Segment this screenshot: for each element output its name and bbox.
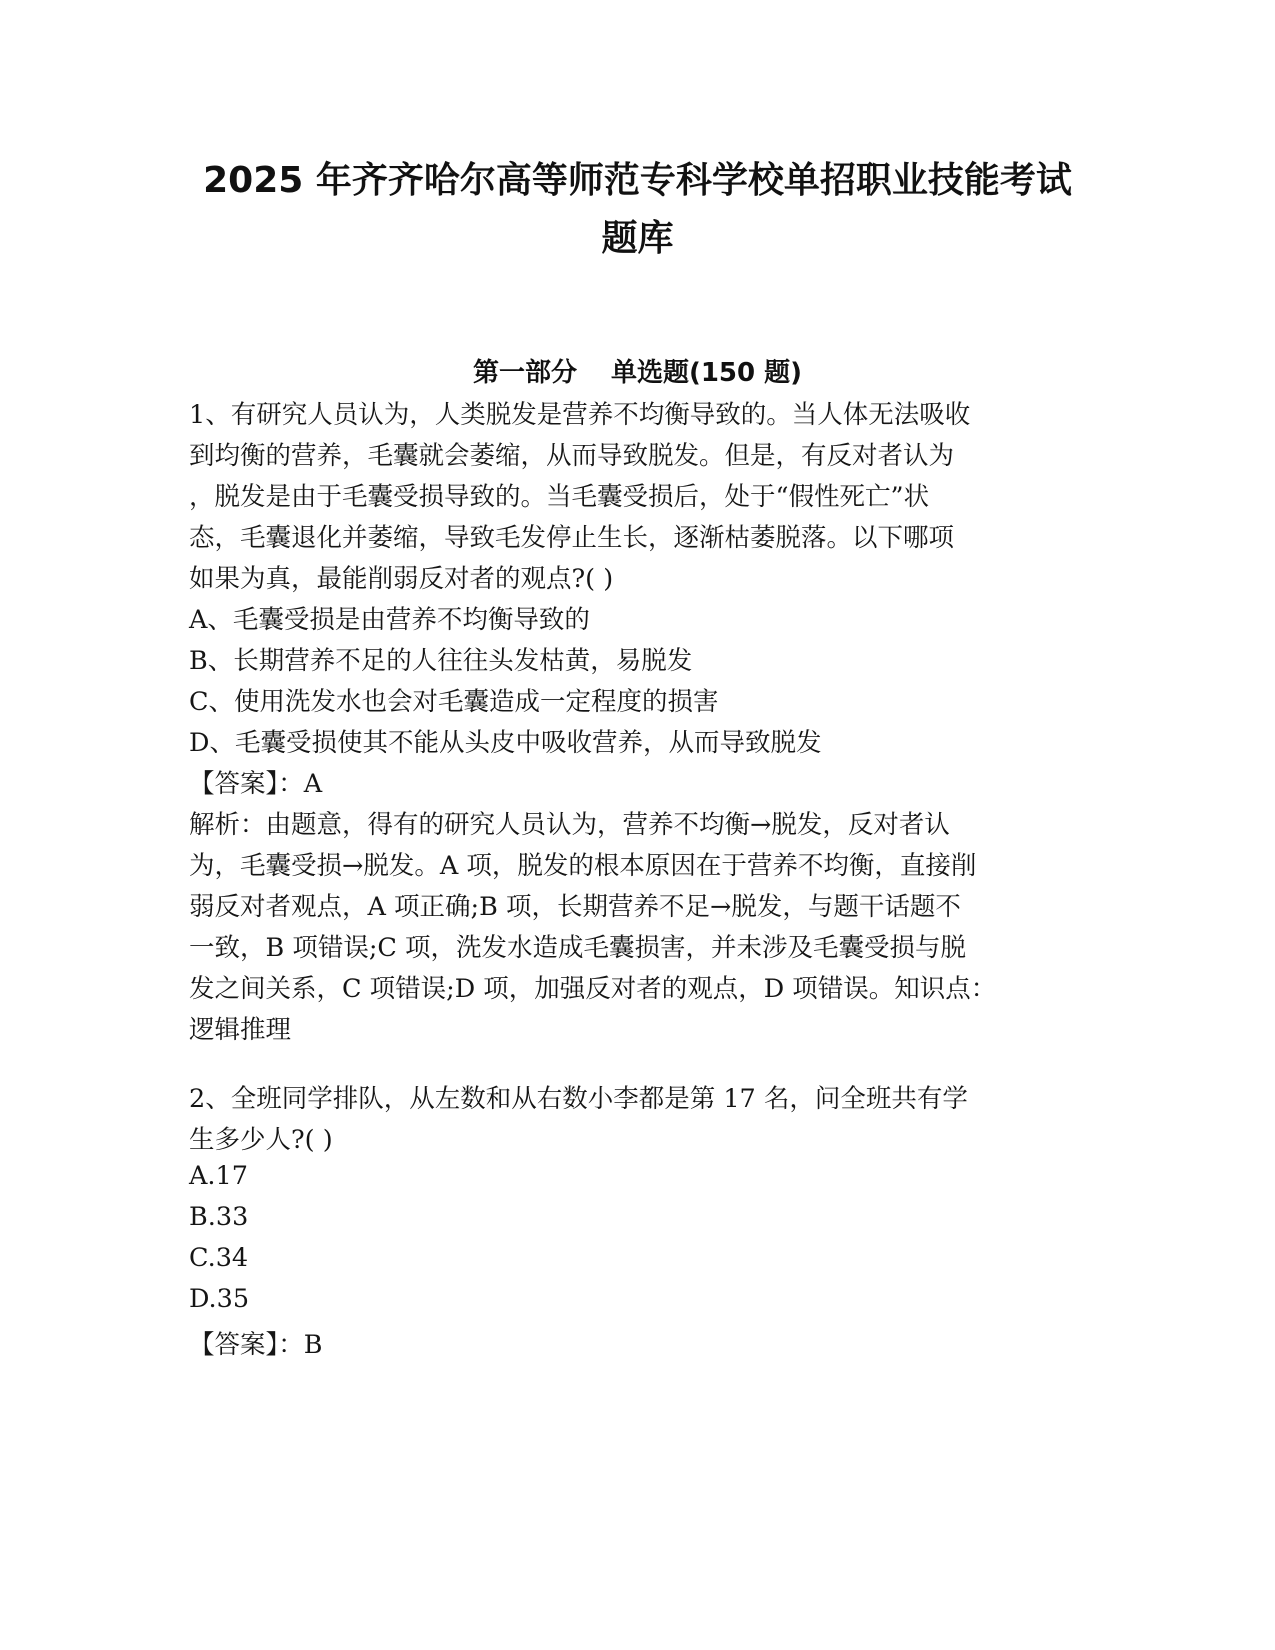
document-title-line-2: 题库 [601,218,674,259]
analysis-line: 发之间关系，C 项错误;D 项，加强反对者的观点，D 项错误。知识点： [189,974,997,1004]
analysis-line: 解析：由题意，得有的研究人员认为，营养不均衡→脱发，反对者认 [189,810,950,840]
question-stem-line: 态，毛囊退化并萎缩，导致毛发停止生长，逐渐枯萎脱落。以下哪项 [189,523,955,553]
option-c: C、使用洗发水也会对毛囊造成一定程度的损害 [189,687,719,717]
document-title-line-1: 2025 年齐齐哈尔高等师范专科学校单招职业技能考试 [203,160,1072,201]
analysis-line: 一致，B 项错误;C 项，洗发水造成毛囊损害，并未涉及毛囊受损与脱 [189,933,967,963]
section-name: 单选题(150 题) [610,358,803,388]
question-stem-line: ，脱发是由于毛囊受损导致的。当毛囊受损后，处于“假性死亡”状 [189,482,930,512]
analysis-line: 逻辑推理 [189,1015,292,1045]
option-d: D、毛囊受损使其不能从头皮中吸收营养，从而导致脱发 [189,728,822,758]
answer: 【答案】：B [189,1330,323,1360]
option-a: A.17 [189,1161,248,1191]
question-stem-line: 生多少人?( ) [189,1125,333,1155]
question-stem-line: 到均衡的营养，毛囊就会萎缩，从而导致脱发。但是，有反对者认为 [189,441,955,471]
option-a: A、毛囊受损是由营养不均衡导致的 [189,605,590,635]
analysis-line: 为，毛囊受损→脱发。A 项，脱发的根本原因在于营养不均衡，直接削 [189,851,977,881]
question-stem-line: 1、有研究人员认为，人类脱发是营养不均衡导致的。当人体无法吸收 [189,400,971,430]
option-c: C.34 [189,1243,249,1273]
option-b: B、长期营养不足的人往往头发枯黄，易脱发 [189,646,693,676]
analysis-line: 弱反对者观点，A 项正确;B 项，长期营养不足→脱发，与题干话题不 [189,892,961,922]
question-stem-line: 2、全班同学排队，从左数和从右数小李都是第 17 名，问全班共有学 [189,1084,968,1114]
answer: 【答案】：A [189,769,323,799]
section-part: 第一部分 [472,358,577,388]
option-d: D.35 [189,1284,250,1314]
option-b: B.33 [189,1202,249,1232]
section-heading [150,352,1125,389]
question-stem-line: 如果为真，最能削弱反对者的观点?( ) [189,564,614,594]
